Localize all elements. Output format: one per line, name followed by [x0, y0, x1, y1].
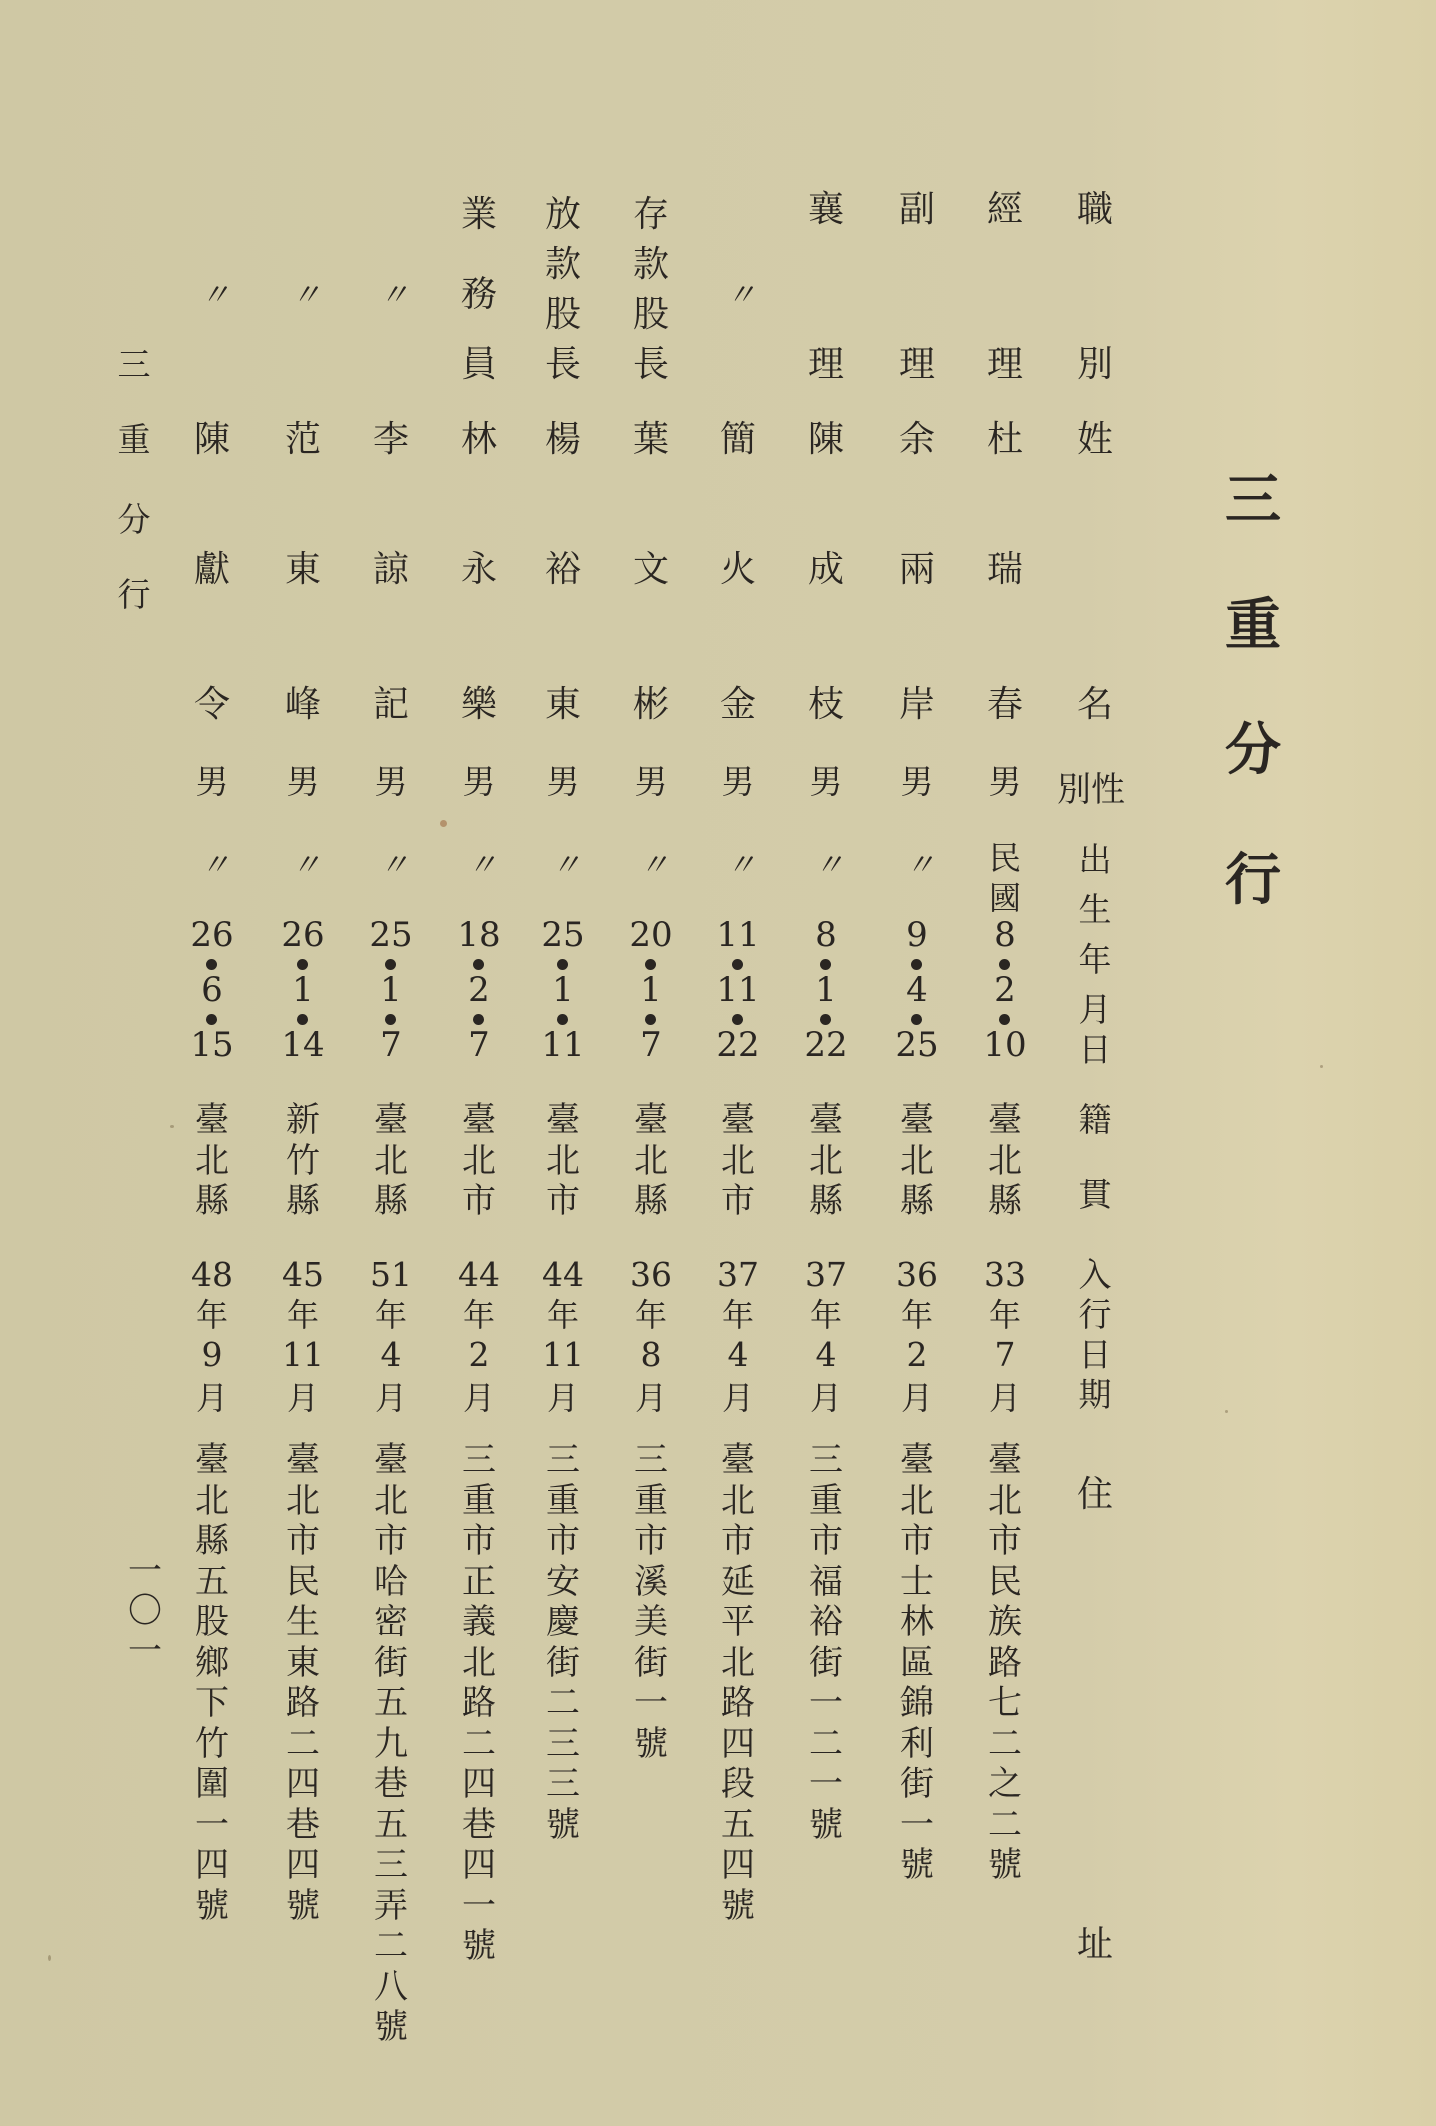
birth-year: 8 — [815, 915, 837, 955]
birth-day: 25 — [895, 1025, 939, 1065]
separator-dot — [297, 959, 308, 970]
given-name-char: 東 — [284, 549, 321, 590]
header-address-char: 址 — [1076, 1924, 1113, 1965]
separator-dot — [297, 1014, 308, 1025]
position-char: 股 — [632, 294, 669, 335]
birth-day: 7 — [380, 1025, 402, 1065]
given-name-char: 兩 — [898, 549, 935, 590]
header-birth-char: 日 — [1078, 1030, 1112, 1069]
address-cell: 臺北市民生東路二四巷四號 — [286, 1440, 320, 1926]
staff-column — [887, 0, 947, 2126]
given-name-char: 岸 — [898, 684, 935, 725]
join-year: 37 — [717, 1255, 759, 1294]
staff-column — [182, 0, 242, 2126]
surname: 杜 — [986, 419, 1023, 460]
position-char: 款 — [544, 244, 581, 285]
address-cell: 三重市溪美街一號 — [634, 1440, 668, 1764]
birth-day: 7 — [640, 1025, 662, 1065]
header-name-char: 名 — [1076, 684, 1113, 725]
ditto-mark: 〃 — [639, 848, 663, 883]
year-unit: 年 — [374, 1296, 407, 1334]
native-place-cell: 臺北縣 — [988, 1100, 1022, 1221]
native-place-cell: 臺北市 — [546, 1100, 580, 1221]
join-month: 7 — [994, 1335, 1016, 1374]
native-place-cell: 臺北縣 — [374, 1100, 408, 1221]
birth-year: 26 — [190, 915, 234, 955]
staff-column — [361, 0, 421, 2126]
birth-year: 20 — [629, 915, 673, 955]
gender-cell: 男 — [546, 762, 580, 801]
birth-day: 22 — [804, 1025, 848, 1065]
separator-dot — [206, 959, 217, 970]
native-place-cell: 臺北市 — [721, 1100, 755, 1221]
position-char: 副 — [898, 189, 935, 230]
surname: 陳 — [807, 419, 844, 460]
join-month: 2 — [468, 1335, 490, 1374]
separator-dot — [557, 959, 568, 970]
gender-cell: 男 — [462, 762, 496, 801]
header-column — [1057, 0, 1125, 2126]
ditto-mark: 〃 — [379, 278, 403, 313]
year-unit: 年 — [900, 1296, 933, 1334]
join-year: 36 — [630, 1255, 672, 1294]
header-gender: 別性 — [1057, 770, 1125, 810]
header-name-char: 姓 — [1076, 419, 1113, 460]
header-birth-char: 生 — [1078, 890, 1112, 929]
ditto-mark: 〃 — [905, 848, 929, 883]
staff-column — [708, 0, 768, 2126]
native-place-cell: 新竹縣 — [286, 1100, 320, 1221]
join-year: 48 — [191, 1255, 233, 1294]
join-month: 4 — [380, 1335, 402, 1374]
position-char: 放 — [544, 194, 581, 235]
running-head-char: 行 — [117, 575, 151, 614]
birth-day: 10 — [983, 1025, 1027, 1065]
running-head — [104, 0, 164, 2126]
gender-cell: 男 — [809, 762, 843, 801]
given-name-char: 諒 — [372, 549, 409, 590]
given-name-char: 記 — [372, 684, 409, 725]
staff-column — [796, 0, 856, 2126]
given-name-char: 金 — [719, 684, 756, 725]
separator-dot — [385, 959, 396, 970]
year-unit: 年 — [462, 1296, 495, 1334]
surname: 范 — [284, 419, 321, 460]
running-head-char: 三 — [117, 345, 151, 384]
given-name-char: 火 — [719, 549, 756, 590]
ditto-mark: 〃 — [726, 278, 750, 313]
join-year: 44 — [458, 1255, 500, 1294]
separator-dot — [999, 1014, 1010, 1025]
position-char: 理 — [986, 344, 1023, 385]
birth-year: 18 — [457, 915, 501, 955]
separator-dot — [999, 959, 1010, 970]
given-name-char: 裕 — [544, 549, 581, 590]
month-unit: 月 — [900, 1379, 933, 1417]
birth-day: 15 — [190, 1025, 234, 1065]
native-place-cell: 臺北市 — [462, 1100, 496, 1221]
year-unit: 年 — [546, 1296, 579, 1334]
separator-dot — [820, 1014, 831, 1025]
header-birth-char: 月 — [1078, 990, 1112, 1029]
staff-column — [975, 0, 1035, 2126]
position-char: 存 — [632, 194, 669, 235]
surname: 簡 — [719, 419, 756, 460]
separator-dot — [732, 1014, 743, 1025]
birth-year: 9 — [906, 915, 928, 955]
surname: 林 — [460, 419, 497, 460]
era-char: 國 — [988, 879, 1021, 917]
gender-cell: 男 — [374, 762, 408, 801]
ditto-mark: 〃 — [291, 848, 315, 883]
given-name-char: 峰 — [284, 684, 321, 725]
position-char: 業 — [460, 194, 497, 235]
birth-month: 6 — [201, 970, 223, 1010]
birth-month: 2 — [994, 970, 1016, 1010]
year-unit: 年 — [286, 1296, 319, 1334]
join-month: 2 — [906, 1335, 928, 1374]
address-cell: 臺北市民族路七二之二號 — [988, 1440, 1022, 1885]
position-char: 款 — [632, 244, 669, 285]
given-name-char: 彬 — [632, 684, 669, 725]
address-cell: 三重市正義北路二四巷四一號 — [462, 1440, 496, 1966]
paper-speck — [1225, 1410, 1228, 1413]
birth-year: 26 — [281, 915, 325, 955]
month-unit: 月 — [374, 1379, 407, 1417]
ditto-mark: 〃 — [200, 278, 224, 313]
month-unit: 月 — [546, 1379, 579, 1417]
header-position-char: 別 — [1076, 344, 1113, 385]
surname: 葉 — [632, 419, 669, 460]
join-month: 9 — [201, 1335, 223, 1374]
header-join-char: 期 — [1078, 1375, 1112, 1414]
join-year: 36 — [896, 1255, 938, 1294]
join-year: 51 — [370, 1255, 412, 1294]
given-name-char: 春 — [986, 684, 1023, 725]
birth-month: 4 — [906, 970, 928, 1010]
month-unit: 月 — [809, 1379, 842, 1417]
position-char: 理 — [807, 344, 844, 385]
ditto-mark: 〃 — [291, 278, 315, 313]
given-name-char: 令 — [193, 684, 230, 725]
address-cell: 臺北市士林區錦利街一號 — [900, 1440, 934, 1885]
year-unit: 年 — [809, 1296, 842, 1334]
header-birth-char: 年 — [1078, 940, 1112, 979]
staff-column — [621, 0, 681, 2126]
birth-month: 1 — [640, 970, 662, 1010]
ditto-mark: 〃 — [467, 848, 491, 883]
position-char: 股 — [544, 294, 581, 335]
birth-year: 8 — [994, 915, 1016, 955]
year-unit: 年 — [988, 1296, 1021, 1334]
ditto-mark: 〃 — [551, 848, 575, 883]
given-name-char: 瑞 — [986, 549, 1023, 590]
separator-dot — [911, 959, 922, 970]
ditto-mark: 〃 — [200, 848, 224, 883]
join-year: 37 — [805, 1255, 847, 1294]
birth-month: 2 — [468, 970, 490, 1010]
header-join-char: 行 — [1078, 1295, 1112, 1334]
separator-dot — [820, 959, 831, 970]
separator-dot — [645, 959, 656, 970]
staff-column — [449, 0, 509, 2126]
running-head-char: 重 — [117, 420, 151, 459]
running-head-char: 分 — [117, 500, 151, 539]
separator-dot — [473, 1014, 484, 1025]
separator-dot — [206, 1014, 217, 1025]
birth-year: 25 — [369, 915, 413, 955]
address-cell: 臺北市哈密街五九巷五三弄二八號 — [374, 1440, 408, 2047]
native-place-cell: 臺北縣 — [634, 1100, 668, 1221]
birth-day: 11 — [541, 1025, 585, 1065]
page-number-char: 〇 — [128, 1591, 162, 1631]
birth-year: 25 — [541, 915, 585, 955]
paper-speck — [1320, 1065, 1323, 1068]
staff-column — [533, 0, 593, 2126]
month-unit: 月 — [462, 1379, 495, 1417]
month-unit: 月 — [195, 1379, 228, 1417]
join-month: 4 — [727, 1335, 749, 1374]
separator-dot — [911, 1014, 922, 1025]
native-place-cell: 臺北縣 — [195, 1100, 229, 1221]
header-position-char: 職 — [1076, 189, 1113, 230]
title-char: 行 — [1225, 847, 1281, 913]
given-name-char: 獻 — [193, 549, 230, 590]
paper-speck — [170, 1125, 174, 1128]
birth-month: 1 — [552, 970, 574, 1010]
month-unit: 月 — [634, 1379, 667, 1417]
surname: 楊 — [544, 419, 581, 460]
separator-dot — [645, 1014, 656, 1025]
surname: 余 — [898, 419, 935, 460]
ditto-mark: 〃 — [379, 848, 403, 883]
join-year: 44 — [542, 1255, 584, 1294]
month-unit: 月 — [988, 1379, 1021, 1417]
birth-month: 1 — [815, 970, 837, 1010]
native-place-cell: 臺北縣 — [809, 1100, 843, 1221]
given-name-char: 永 — [460, 549, 497, 590]
position-char: 襄 — [807, 189, 844, 230]
ditto-mark: 〃 — [814, 848, 838, 883]
address-cell: 三重市福裕街一二一號 — [809, 1440, 843, 1845]
address-cell: 臺北縣五股鄉下竹圍一四號 — [195, 1440, 229, 1926]
gender-cell: 男 — [721, 762, 755, 801]
year-unit: 年 — [721, 1296, 754, 1334]
gender-cell: 男 — [286, 762, 320, 801]
address-cell: 臺北市延平北路四段五四號 — [721, 1440, 755, 1926]
position-char: 長 — [632, 344, 669, 385]
gender-cell: 男 — [988, 762, 1022, 801]
join-year: 33 — [984, 1255, 1026, 1294]
position-char: 務 — [460, 274, 497, 315]
surname: 李 — [372, 419, 409, 460]
join-month: 8 — [640, 1335, 662, 1374]
birth-year: 11 — [716, 915, 760, 955]
join-month: 11 — [542, 1335, 584, 1374]
gender-cell: 男 — [900, 762, 934, 801]
header-native-char: 籍 — [1078, 1100, 1112, 1139]
birth-month: 1 — [292, 970, 314, 1010]
ditto-mark: 〃 — [726, 848, 750, 883]
month-unit: 月 — [721, 1379, 754, 1417]
month-unit: 月 — [286, 1379, 319, 1417]
native-place-cell: 臺北縣 — [900, 1100, 934, 1221]
birth-day: 7 — [468, 1025, 490, 1065]
position-char: 員 — [460, 344, 497, 385]
title-char: 分 — [1225, 717, 1281, 783]
position-char: 理 — [898, 344, 935, 385]
paper-speck — [440, 820, 447, 827]
join-year: 45 — [282, 1255, 324, 1294]
page-number-char: 一 — [128, 1631, 162, 1671]
separator-dot — [385, 1014, 396, 1025]
separator-dot — [473, 959, 484, 970]
header-birth-char: 出 — [1078, 840, 1112, 879]
join-month: 4 — [815, 1335, 837, 1374]
birth-month: 1 — [380, 970, 402, 1010]
title-char: 重 — [1225, 592, 1281, 658]
gender-cell: 男 — [195, 762, 229, 801]
header-address-char: 住 — [1076, 1474, 1113, 1515]
given-name-char: 枝 — [807, 684, 844, 725]
gender-cell: 男 — [634, 762, 668, 801]
birth-month: 11 — [716, 970, 760, 1010]
address-cell: 三重市安慶街二三三號 — [546, 1440, 580, 1845]
given-name-char: 東 — [544, 684, 581, 725]
join-month: 11 — [282, 1335, 324, 1374]
given-name-char: 成 — [807, 549, 844, 590]
separator-dot — [732, 959, 743, 970]
title-char: 三 — [1225, 467, 1281, 533]
separator-dot — [557, 1014, 568, 1025]
given-name-char: 樂 — [460, 684, 497, 725]
surname: 陳 — [193, 419, 230, 460]
given-name-char: 文 — [632, 549, 669, 590]
header-join-char: 入 — [1078, 1255, 1112, 1294]
year-unit: 年 — [634, 1296, 667, 1334]
position-char: 經 — [986, 189, 1023, 230]
era-char: 民 — [988, 839, 1021, 877]
staff-column — [273, 0, 333, 2126]
year-unit: 年 — [195, 1296, 228, 1334]
position-char: 長 — [544, 344, 581, 385]
header-join-char: 日 — [1078, 1335, 1112, 1374]
birth-day: 22 — [716, 1025, 760, 1065]
page-number-char: 一 — [128, 1551, 162, 1591]
paper-speck — [48, 1955, 51, 1961]
header-native-char: 貫 — [1078, 1175, 1112, 1214]
birth-day: 14 — [281, 1025, 325, 1065]
